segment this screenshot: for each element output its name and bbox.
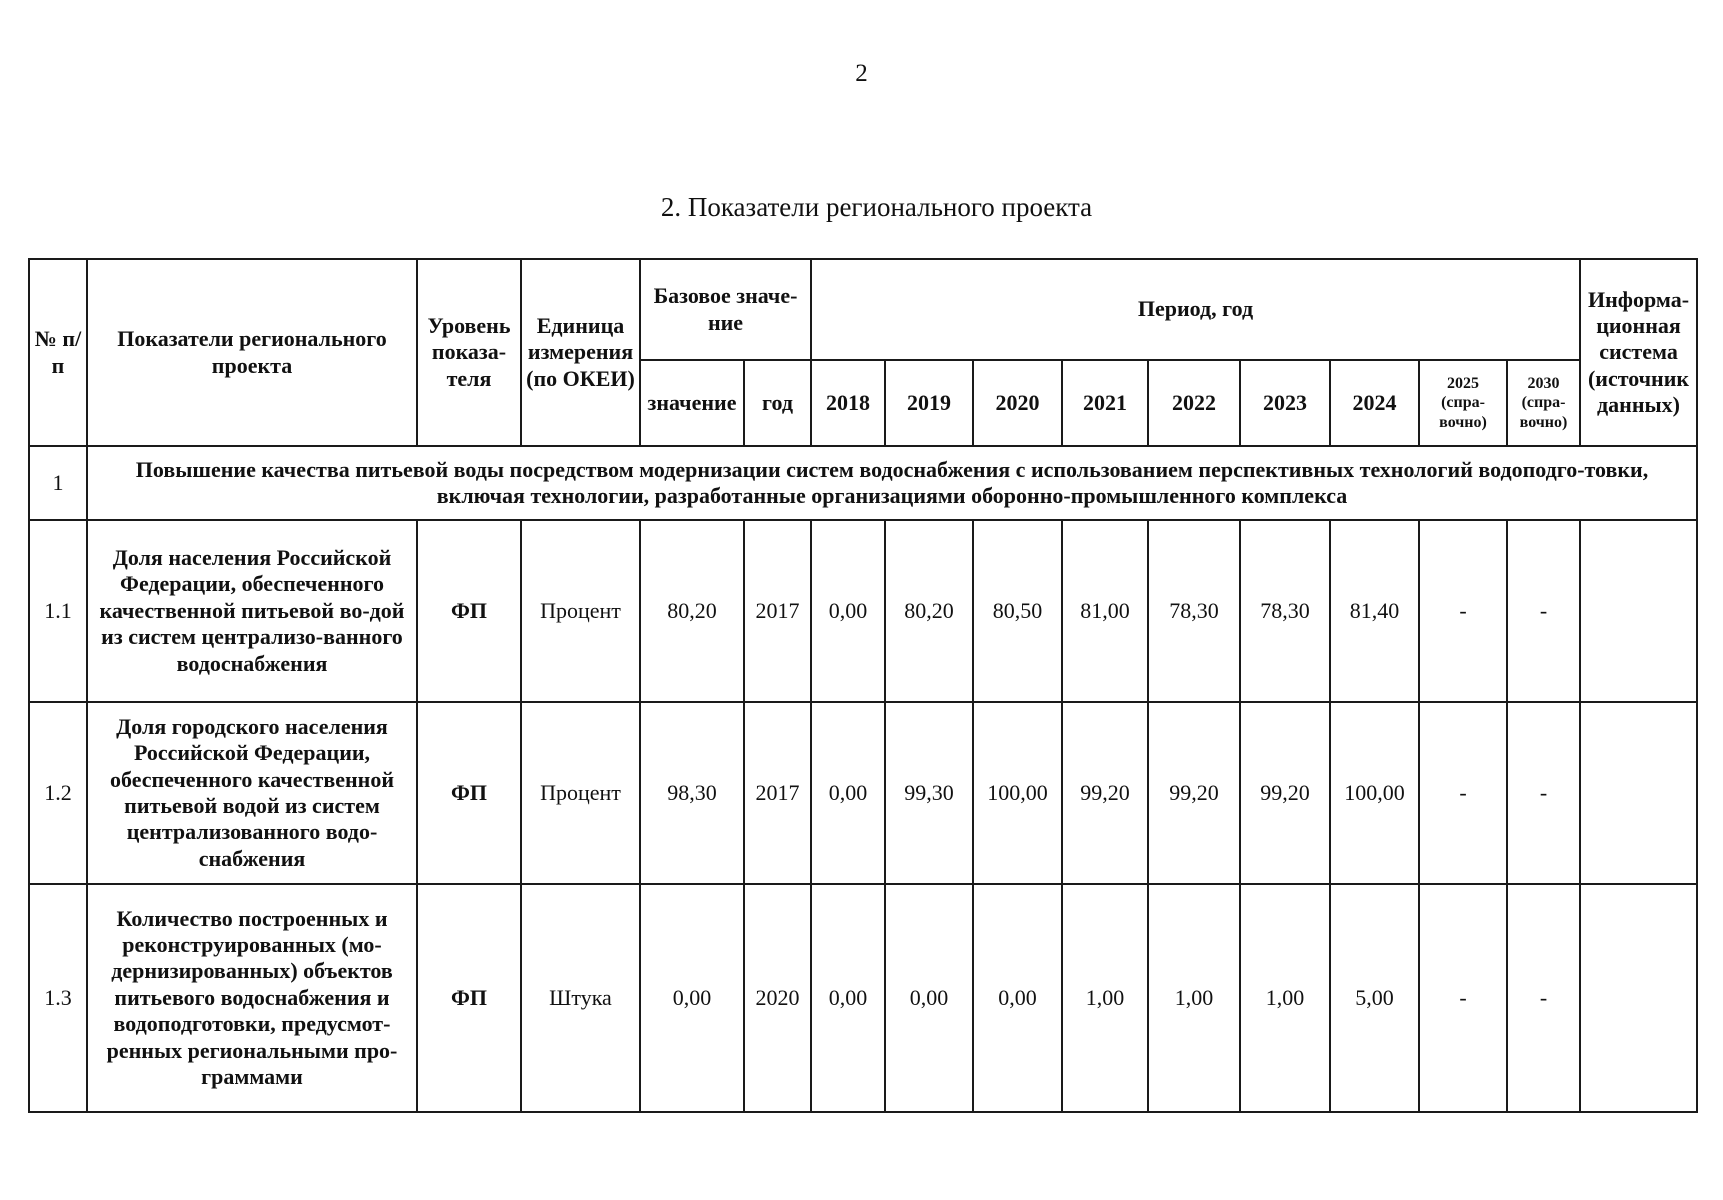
- header-unit: Единица измерения (по ОКЕИ): [521, 259, 640, 446]
- value-2019: 0,00: [885, 884, 973, 1112]
- indicator-level: ФП: [417, 520, 521, 702]
- header-year: 2018: [811, 360, 885, 446]
- value-2025: -: [1419, 520, 1507, 702]
- indicator-name: Доля городского населения Российской Федерации, обеспеченного качественной питьевой водой из систем централизованного водо-снабжения: [87, 702, 417, 884]
- header-period: Период, год: [811, 259, 1580, 360]
- table-row: [29, 520, 1697, 702]
- value-2021: 99,20: [1062, 702, 1148, 884]
- indicators-table: [28, 258, 1698, 1113]
- header-year: 2024: [1330, 360, 1419, 446]
- value-2022: 99,20: [1148, 702, 1240, 884]
- table-row: [29, 884, 1697, 1112]
- value-2023: 78,30: [1240, 520, 1330, 702]
- header-base-value-value: значение: [640, 360, 744, 446]
- section-row: [29, 446, 1697, 520]
- info-system: [1580, 520, 1697, 702]
- value-2024: 81,40: [1330, 520, 1419, 702]
- header-year-2030-number: 2030: [1527, 375, 1560, 393]
- value-2018: 0,00: [811, 884, 885, 1112]
- header-base-value-year: год: [744, 360, 811, 446]
- indicator-level: ФП: [417, 702, 521, 884]
- base-year: 2017: [744, 520, 811, 702]
- indicator-unit: Процент: [521, 702, 640, 884]
- value-2025: -: [1419, 702, 1507, 884]
- value-2021: 1,00: [1062, 884, 1148, 1112]
- section-title: 2. Показатели регионального проекта: [660, 192, 1093, 222]
- header-base-value: Базовое значе-ние: [640, 259, 811, 360]
- base-year: 2020: [744, 884, 811, 1112]
- header-row-1: [29, 259, 1697, 360]
- indicator-level: ФП: [417, 884, 521, 1112]
- value-2019: 80,20: [885, 520, 973, 702]
- base-value: 0,00: [640, 884, 744, 1112]
- header-year: 2019: [885, 360, 973, 446]
- value-2024: 5,00: [1330, 884, 1419, 1112]
- header-indicator-name: Показатели регионального проекта: [87, 259, 417, 446]
- section-goal: Повышение качества питьевой воды посредством модернизации систем водоснабжения с использованием перспективных технологий водоподго-товки, включая технологии, разработанные организациями оборонно-промышленного комплекса: [87, 446, 1697, 520]
- value-2018: 0,00: [811, 702, 885, 884]
- indicator-name: Доля населения Российской Федерации, обеспеченного качественной питьевой во-дой из систем централизо-ванного водоснабжения: [87, 520, 417, 702]
- base-value: 80,20: [640, 520, 744, 702]
- header-year-2025: [1419, 360, 1507, 446]
- header-year: 2021: [1062, 360, 1148, 446]
- indicator-name: Количество построенных и реконструированных (мо-дернизированных) объектов питьевого водоснабжения и водоподготовки, предусмот-ренных региональными про-граммами: [87, 884, 417, 1112]
- indicator-unit: Штука: [521, 884, 640, 1112]
- header-num: № п/п: [29, 259, 87, 446]
- value-2030: -: [1507, 520, 1580, 702]
- value-2020: 0,00: [973, 884, 1062, 1112]
- table-row: [29, 702, 1697, 884]
- info-system: [1580, 884, 1697, 1112]
- value-2030: -: [1507, 702, 1580, 884]
- value-2023: 1,00: [1240, 884, 1330, 1112]
- value-2022: 1,00: [1148, 884, 1240, 1112]
- header-info-system: Информа-ционная система (источник данных): [1580, 259, 1697, 446]
- indicator-unit: Процент: [521, 520, 640, 702]
- value-2021: 81,00: [1062, 520, 1148, 702]
- base-year: 2017: [744, 702, 811, 884]
- row-num: 1.3: [29, 884, 87, 1112]
- header-year-2030: [1507, 360, 1580, 446]
- header-year-2030-note: (спра-вочно): [1519, 394, 1568, 431]
- value-2022: 78,30: [1148, 520, 1240, 702]
- header-year-2025-number: 2025: [1447, 375, 1479, 393]
- header-year: 2023: [1240, 360, 1330, 446]
- value-2020: 80,50: [973, 520, 1062, 702]
- row-num: 1.2: [29, 702, 87, 884]
- value-2020: 100,00: [973, 702, 1062, 884]
- value-2023: 99,20: [1240, 702, 1330, 884]
- base-value: 98,30: [640, 702, 744, 884]
- info-system: [1580, 702, 1697, 884]
- row-num: 1.1: [29, 520, 87, 702]
- page-number: 2: [855, 60, 868, 87]
- value-2025: -: [1419, 884, 1507, 1112]
- section-num: 1: [29, 446, 87, 520]
- header-year: 2022: [1148, 360, 1240, 446]
- value-2030: -: [1507, 884, 1580, 1112]
- value-2018: 0,00: [811, 520, 885, 702]
- header-year-2025-note: (спра-вочно): [1439, 394, 1487, 431]
- value-2019: 99,30: [885, 702, 973, 884]
- header-level: Уровень показа-теля: [417, 259, 521, 446]
- value-2024: 100,00: [1330, 702, 1419, 884]
- header-year: 2020: [973, 360, 1062, 446]
